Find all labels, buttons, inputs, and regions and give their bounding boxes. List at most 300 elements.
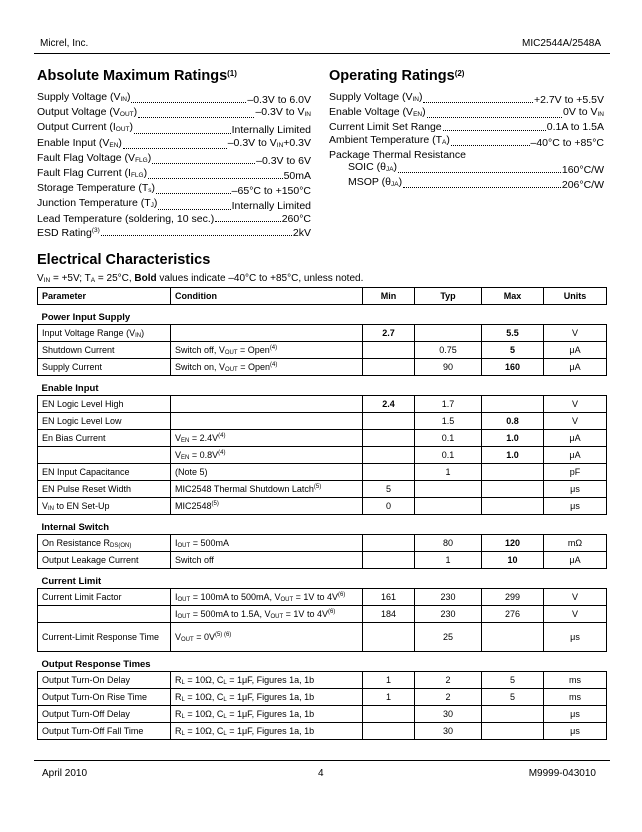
cond-text: MIC2548 Thermal Shutdown Latch [175,484,314,494]
cell-parameter [38,396,171,413]
cell-min [363,464,415,481]
rating-value-text: –0.3V to 6V [256,154,311,167]
cell-max: 5 [482,342,544,359]
table-row [38,606,607,623]
cell-condition [171,359,363,376]
op-ratings-title: Operating Ratings$^{(2)}$ [329,68,465,84]
rating-row [37,225,311,239]
cond-sub2: L [223,696,227,703]
rating-value [282,213,311,225]
col-typ: Typ [415,288,482,305]
cell-parameter [38,623,171,652]
cond-sub: EN [181,437,190,444]
table-group-row [38,376,607,396]
rating-value [547,121,604,133]
footer-doc-number: M9999-043010 [528,768,596,779]
rating-value-text: –40°C to +85°C [530,136,604,149]
rating-label-post: ) [129,121,134,134]
col-units: Units [544,288,607,305]
rating-value [232,124,311,136]
rating-label-text: Current Limit Set Range [329,121,442,134]
rating-label-text: Output Voltage (V [37,106,120,119]
cell-max: 276 [482,606,544,623]
cell-condition [171,706,363,723]
rating-value [531,137,605,149]
cell-typ: 25 [415,623,482,652]
rating-label-sub: JA [385,166,394,174]
rating-value-sub: IN [304,111,311,119]
table-row [38,589,607,606]
rating-value [256,155,311,167]
cond-sub: L [181,730,185,737]
rating-value-text: 0.1A to 1.5A [546,121,604,134]
cond-sub: L [181,679,185,686]
rating-label-sub: J [150,202,154,210]
cell-typ: 1.5 [415,413,482,430]
table-row [38,498,607,515]
table-group-row [38,305,607,325]
cell-max [482,706,544,723]
cond-sup: (6) [337,591,346,598]
rating-label-post: ) [143,167,148,180]
rating-label [329,91,422,106]
cond-sub2: L [223,679,227,686]
rating-label-post: ) [418,91,423,103]
rating-label-post: ) [147,151,152,164]
param-text: En Bias Current [42,433,106,443]
col-parameter: Parameter [38,288,171,305]
cell-parameter [38,430,171,447]
rating-row [37,137,311,152]
param-sub: IN [135,332,142,339]
param-text: On Resistance R [42,537,111,548]
cell-condition [171,552,363,569]
rating-label-sub: IN [412,96,419,103]
cell-min [363,447,415,464]
cond-post: = 10Ω, C [184,674,224,685]
cell-condition [171,396,363,413]
cell-max [482,464,544,481]
cell-units: ms [544,672,607,689]
cell-units: ms [544,689,607,706]
rating-row [37,213,311,225]
cond-sup: (4) [269,344,278,351]
cell-max: 1.0 [482,430,544,447]
param-post: ) [141,327,145,338]
table-row [38,623,607,652]
rating-label [37,197,157,212]
cond-text: I [175,537,178,548]
rating-value-text: 2kV [292,226,311,239]
cell-parameter [38,498,171,515]
cell-units: μA [544,359,607,376]
cond-sub: L [181,696,185,703]
rating-label [37,213,214,225]
rating-row [37,167,311,182]
cond-sup: (4) [218,432,226,439]
rating-label-text: Lead Temperature (soldering, 10 sec.) [37,212,215,225]
leader-dots [134,133,231,134]
cond-text: Switch off [175,555,214,565]
cell-units: μs [544,623,607,652]
rating-label-text: Supply Voltage (V [329,91,413,103]
rating-label [329,176,402,191]
cell-typ: 2 [415,689,482,706]
cell-parameter [38,589,171,606]
rating-label-sub: s [148,187,152,195]
rating-value [232,185,311,197]
rating-label-text: Enable Input (V [37,136,110,149]
cell-typ: 80 [415,535,482,552]
cell-condition [171,413,363,430]
leader-dots [138,117,254,118]
rating-label-post: ) [393,161,398,174]
group-heading: Current Limit [38,569,607,589]
rating-row [37,197,311,212]
rating-row [37,106,311,121]
param-text: Output Turn-Off Fall Time [42,726,144,736]
cell-condition [171,606,363,623]
table-row [38,342,607,359]
cell-parameter [38,535,171,552]
cond-post2: = 1μF, Figures 1a, 1b [226,725,315,736]
col-condition: Condition [171,288,363,305]
group-heading: Enable Input [38,376,607,396]
cell-units: V [544,396,607,413]
rating-label [329,121,442,133]
cell-units: V [544,413,607,430]
cell-condition [171,342,363,359]
rating-row [329,161,604,176]
rating-value [562,164,604,176]
cond-post2: = 1V to 4V [283,608,328,619]
cell-parameter [38,552,171,569]
rating-value [232,200,311,212]
cell-units: V [544,606,607,623]
cell-min [363,430,415,447]
cond-sub: EN [181,454,190,461]
leader-dots [148,178,282,179]
cond-sub2: L [223,730,227,737]
rating-label-sub: IN [120,96,127,103]
cond-sub: OUT [177,596,191,603]
cond-post: = 10Ω, C [184,725,224,736]
cond-text: R [175,725,182,736]
cell-max [482,723,544,740]
cell-typ: 1 [415,464,482,481]
cell-units: V [544,589,607,606]
cell-typ: 0.1 [415,447,482,464]
cond-post: = 2.4V [189,432,219,443]
cell-min: 5 [363,481,415,498]
cell-max: 120 [482,535,544,552]
cell-units: μs [544,481,607,498]
table-row [38,325,607,342]
ec-table [37,287,607,740]
ec-header-row [38,288,607,305]
cell-typ: 30 [415,706,482,723]
header-company: Micrel, Inc. [40,38,89,49]
cell-min [363,723,415,740]
abs-max-title: Absolute Maximum Ratings$^{(1)}$ [37,68,237,84]
cell-condition [171,689,363,706]
table-row [38,535,607,552]
rating-label [37,106,137,121]
cell-parameter [38,672,171,689]
cell-condition [171,589,363,606]
leader-dots [158,209,230,210]
cell-max [482,498,544,515]
table-row [38,723,607,740]
cell-min [363,413,415,430]
rating-label-sub: JA [390,181,399,189]
rating-label [37,182,155,197]
leader-dots [451,145,530,146]
param-text: EN Logic Level High [42,399,124,409]
cell-typ: 0.1 [415,430,482,447]
cell-typ: 2 [415,672,482,689]
rating-label [37,91,130,106]
rating-label-sub: EN [413,111,423,119]
cell-condition [171,535,363,552]
cell-max: 299 [482,589,544,606]
rating-value [255,106,311,121]
cell-parameter [38,413,171,430]
cell-typ: 230 [415,589,482,606]
rating-row [37,121,311,136]
cell-max [482,623,544,652]
cell-condition [171,325,363,342]
rating-label-text: Storage Temperature (T [37,182,149,195]
table-row [38,689,607,706]
rating-label-text: Ambient Temperature (T [329,133,443,146]
cond-sub2: L [223,713,227,720]
cell-min [363,535,415,552]
rating-label-post: ) [133,106,138,119]
param-text: EN Logic Level Low [42,416,122,426]
cond-post2: = 1μF, Figures 1a, 1b [226,674,315,685]
cell-max: 5 [482,689,544,706]
cond-sup: (5) [211,501,219,507]
rating-label [329,149,466,161]
rating-row [329,106,604,121]
table-row [38,430,607,447]
cell-condition [171,498,363,515]
cond-post: = 10Ω, C [184,708,224,719]
group-heading: Internal Switch [38,515,607,535]
cond-post: = 0.8V [189,449,219,460]
rating-value-post: +0.3V [283,136,311,149]
cell-parameter [38,723,171,740]
cond-sub: OUT [181,636,194,643]
param-text: Output Turn-On Rise Time [42,692,148,702]
rating-label-sub: OUT [115,126,130,134]
rating-value-text: Internally Limited [231,124,311,137]
table-group-row [38,569,607,589]
param-post: to EN Set-Up [54,500,110,511]
rating-label-sub: OUT [119,111,134,119]
leader-dots [398,172,561,173]
rating-value [563,106,604,121]
cell-max: 5 [482,672,544,689]
rating-value-text: 160°C/W [561,164,604,177]
leader-dots [427,117,562,118]
cell-min: 2.4 [363,396,415,413]
rating-value-text: 206°C/W [561,179,604,192]
op-ratings-list [329,91,604,191]
param-text: Supply Current [42,362,103,372]
cell-units: μs [544,723,607,740]
table-row [38,672,607,689]
rating-label-post: ) [398,176,403,189]
cell-max: 10 [482,552,544,569]
rating-row [329,149,604,161]
cell-parameter [38,325,171,342]
param-text: Output Leakage Current [42,555,139,565]
rating-row [37,182,311,197]
rating-label-text: Package Thermal Resistance [329,148,466,161]
cond-sup: (5) (6) [214,631,232,638]
cell-min: 1 [363,672,415,689]
rating-row [329,176,604,191]
cell-condition [171,672,363,689]
cond-text: R [175,691,182,702]
cell-typ: 230 [415,606,482,623]
cond-post2: = 1μF, Figures 1a, 1b [226,708,315,719]
param-sub: IN [48,505,55,512]
cell-parameter [38,606,171,623]
footer-rule [34,760,610,761]
cond-post: = 100mA to 500mA, V [190,591,281,602]
cond-post: = 10Ω, C [184,691,224,702]
table-group-row [38,652,607,672]
cell-units: μA [544,430,607,447]
cond-text: Switch off, V [175,344,225,355]
cell-parameter [38,447,171,464]
cond-post: = 0V [193,631,215,642]
rating-value [284,170,311,182]
rating-label [37,121,133,136]
cond-text: (Note 5) [175,467,208,477]
cell-parameter [38,481,171,498]
cell-units: mΩ [544,535,607,552]
cell-min [363,359,415,376]
header-part-number: MIC2544A/2548A [522,38,601,49]
cell-condition [171,464,363,481]
leader-dots [123,148,227,149]
table-row [38,413,607,430]
cell-min: 2.7 [363,325,415,342]
cell-condition [171,623,363,652]
rating-label-text: SOIC (θ [348,161,386,174]
rating-label-sub: A [442,138,447,146]
cond-sub: OUT [224,349,238,356]
rating-label-text: Supply Voltage (V [37,91,121,103]
leader-dots [101,235,292,236]
cond-sup: (6) [327,608,336,615]
cell-typ [415,325,482,342]
header-rule [34,53,610,54]
cond-sub: OUT [177,542,191,549]
cond-post: = 500mA [190,537,229,548]
ec-title: Electrical Characteristics [37,252,211,268]
leader-dots [215,221,280,222]
rating-label-text: MSOP (θ [348,176,391,189]
leader-dots [443,130,546,131]
param-sub: DS(ON) [110,542,132,549]
cell-units: μs [544,498,607,515]
rating-row [329,91,604,106]
rating-label-text: ESD Rating [37,226,92,239]
table-row [38,464,607,481]
param-text: Input Voltage Range (V [42,327,136,338]
cond-sub: L [181,713,185,720]
param-text: Current-Limit Response Time [42,632,160,642]
col-min: Min [363,288,415,305]
rating-row [37,91,311,106]
rating-value [247,94,311,106]
rating-value [228,137,311,152]
cell-max [482,481,544,498]
cond-sub: OUT [177,613,191,620]
rating-label-text: Output Current (I [37,121,116,134]
rating-label [329,161,397,176]
cell-typ: 30 [415,723,482,740]
cell-typ: 0.75 [415,342,482,359]
rating-value [562,179,604,191]
rating-label-post: ) [153,197,158,210]
group-heading: Power Input Supply [38,305,607,325]
cond-sub2: OUT [270,613,284,620]
cell-units: μA [544,552,607,569]
cond-text: V [175,631,182,642]
leader-dots [403,187,561,188]
cond-post2: = 1μF, Figures 1a, 1b [226,691,315,702]
rating-value-text: Internally Limited [231,200,311,213]
cell-condition [171,430,363,447]
cell-min [363,623,415,652]
cell-parameter [38,464,171,481]
cond-text: Switch on, V [175,361,226,372]
cell-min [363,342,415,359]
cell-units: pF [544,464,607,481]
cell-typ [415,481,482,498]
cell-typ: 1.7 [415,396,482,413]
rating-label-sup: (3) [91,226,100,234]
table-row [38,706,607,723]
rating-value [534,94,604,106]
param-text: Output Turn-Off Delay [42,709,130,719]
cell-min: 184 [363,606,415,623]
cell-max: 5.5 [482,325,544,342]
ec-conditions: $V_{IN} = +5V$; $T_A = 25^\circ C$, Bold values indicate –40°C to +85°C, unless noted. [37,273,364,284]
param-text: EN Input Capacitance [42,467,130,477]
rating-row [329,121,604,133]
cell-min: 1 [363,689,415,706]
rating-value-text: –0.3V to V [255,106,305,119]
param-text: Shutdown Current [42,345,115,355]
rating-label [329,106,426,121]
cond-sup: (5) [313,484,322,490]
abs-max-list [37,91,311,239]
cell-min [363,552,415,569]
table-row [38,396,607,413]
leader-dots [152,163,255,164]
rating-label-sub: FLG [130,172,144,180]
rating-label-text: Junction Temperature (T [37,197,151,210]
cond-sup: (4) [218,449,226,456]
cell-parameter [38,342,171,359]
